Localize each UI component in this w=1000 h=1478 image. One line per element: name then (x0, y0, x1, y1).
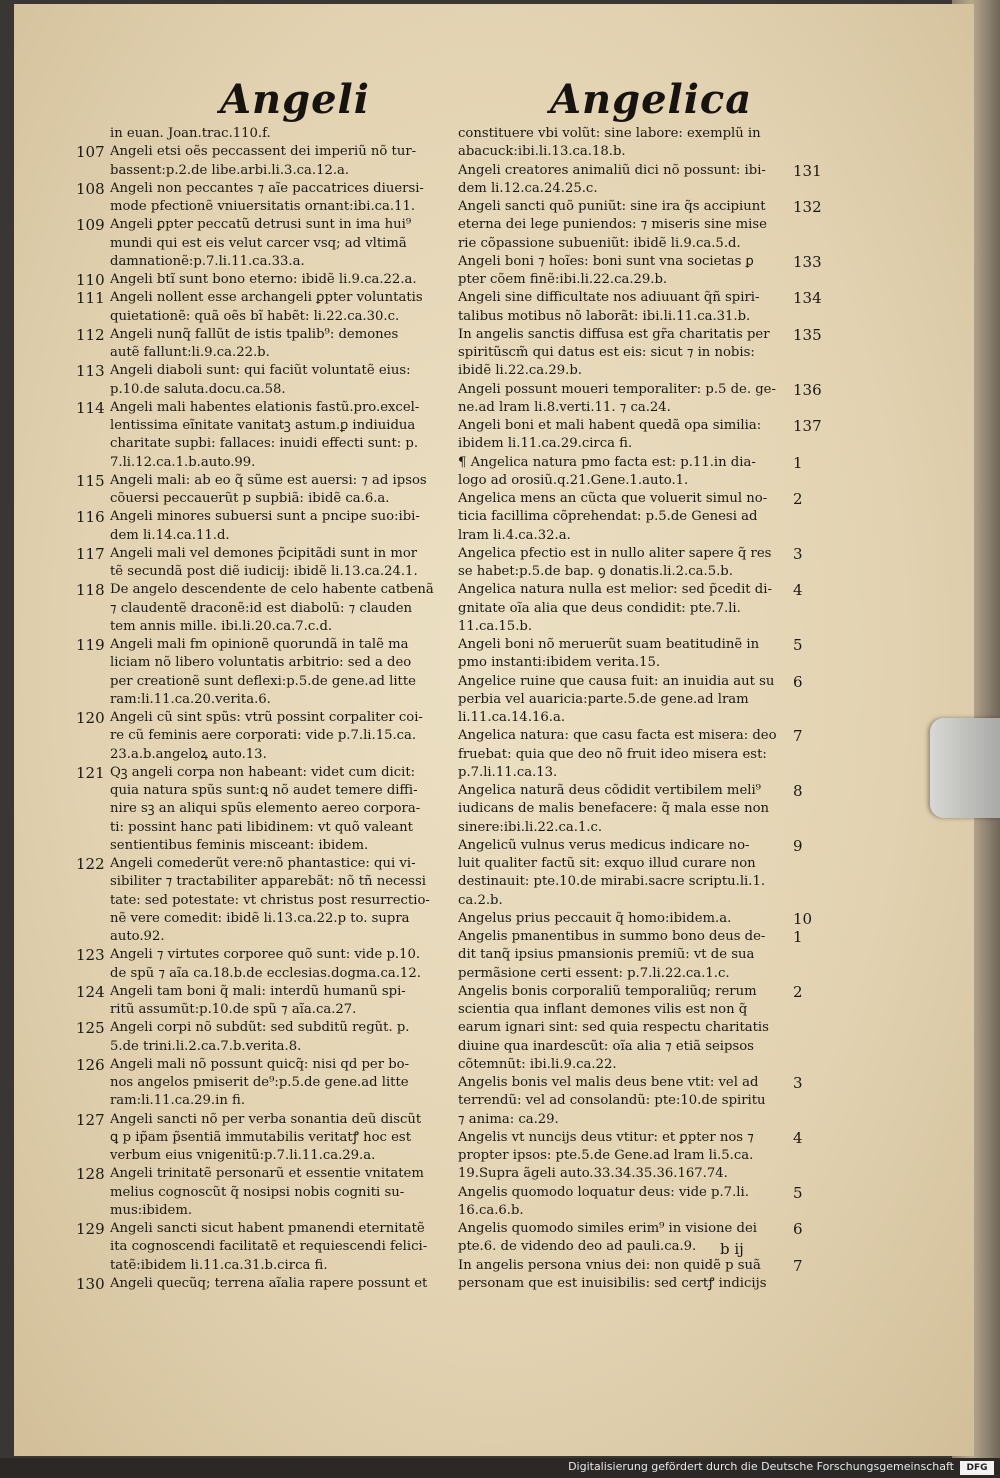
index-entry (76, 399, 448, 472)
entry-number: 112 (76, 325, 105, 344)
index-entry (458, 417, 828, 454)
entry-text-line: Angeli trinitatẽ personarũ et essentie vnitatem (110, 1166, 424, 1182)
entry-number: 127 (76, 1110, 105, 1129)
entry-text-line: pter cõem finẽ:ibi.li.22.ca.29.b. (458, 272, 668, 287)
entry-number: 133 (793, 252, 822, 271)
entry-text-line: Angeli boni nõ meruerũt suam beatitudinẽ in (458, 637, 760, 652)
entry-text-line: Angeli sancti nõ per verba sonantia deũ discũt (110, 1111, 422, 1127)
entry-text-line: Angeli minores subuersi sunt a pncipe suo:ibi- (110, 509, 420, 525)
entry-number: 125 (76, 1019, 105, 1038)
entry-number: 123 (76, 946, 105, 965)
entry-text-line: p.10.de saluta.docu.ca.58. (110, 381, 286, 397)
entry-number: 129 (76, 1220, 105, 1238)
entry-text-line: scientia qua inflant demones vilis est non q̃ (458, 1002, 748, 1017)
entry-text-line: ritũ assumũt:p.10.de spũ ⁊ aĩa.ca.27. (110, 1002, 357, 1017)
index-entry (76, 709, 448, 764)
index-entry (458, 326, 828, 381)
entry-text-line: ticia facillima cõprehendat: p.5.de Genesi ad (458, 509, 758, 525)
entry-text-line: Angelis bonis vel malis deus bene vtit: vel ad (458, 1075, 759, 1090)
entry-text-line: Angeli mali fm opinionẽ quorundã in talẽ ma (110, 637, 409, 652)
index-entry (458, 198, 828, 253)
entry-text-line: rie cõpassione subueniũt: ibidẽ li.9.ca.5.d. (458, 235, 741, 251)
index-entry (76, 472, 448, 509)
entry-number: 121 (76, 763, 105, 782)
index-entry (76, 180, 448, 217)
entry-number: 114 (76, 398, 105, 417)
entry-number: 108 (76, 179, 105, 198)
running-head-right: Angelica (550, 76, 753, 123)
entry-text-line: p.7.li.11.ca.13. (458, 764, 558, 780)
entry-number: 8 (793, 782, 803, 800)
entry-text-line: terrendũ: vel ad consolandũ: pte:10.de spiritu (458, 1093, 766, 1109)
entry-text-line: ti: possint hanc pati libidinem: vt quõ valeant (110, 819, 413, 835)
entry-number: 7 (793, 727, 803, 746)
entry-text-line: Angeli sancti sicut habent pmanendi eternitatẽ (110, 1221, 425, 1236)
entry-text-line: ibidem li.11.ca.29.circa fi. (458, 436, 633, 452)
entry-number: 111 (76, 289, 105, 308)
footer-credit: Digitalisierung gefördert durch die Deutsche Forschungsgemeinschaft (568, 1460, 954, 1473)
entry-text-line: Angeli mali: ab eo q̃ sũme est auersi: ⁊ ad ipsos (110, 472, 427, 488)
signature-mark: b ij (720, 1240, 744, 1258)
entry-text-line: pmo instanti:ibidem verita.15. (458, 655, 661, 671)
entry-text-line: luit qualiter factũ sit: exquo illud curare non (458, 856, 756, 871)
entry-text-line: li.11.ca.14.16.a. (458, 710, 566, 725)
index-entry (458, 545, 828, 582)
entry-number: 113 (76, 362, 105, 381)
index-entry (76, 983, 448, 1020)
entry-text-line: Angelica pfectio est in nullo aliter sapere q̃ res (458, 545, 772, 561)
index-entry (458, 837, 828, 910)
entry-number: 3 (793, 1074, 803, 1092)
entry-text-line: tate: sed potestate: vt christus post resurrectio- (110, 892, 430, 908)
entry-text-line: Angelica naturã deus cõdidit vertibilem meli⁹ (458, 783, 761, 798)
index-entry (76, 581, 448, 636)
entry-number: 118 (76, 581, 105, 600)
entry-text-line: Angeli btĩ sunt bono eterno: ibidẽ li.9.ca.22.a. (110, 272, 417, 287)
entry-text-line: 16.ca.6.b. (458, 1202, 524, 1218)
index-entry (458, 1074, 828, 1129)
entry-text-line: ne.ad lram li.8.verti.11. ⁊ ca.24. (458, 399, 671, 415)
entry-text-line: ca.2.b. (458, 892, 503, 908)
index-entry (76, 143, 448, 180)
entry-text-line: Angelis pmanentibus in summo bono deus de- (458, 929, 766, 944)
entry-text-line: earum ignari sint: sed quia respectu charitatis (458, 1020, 769, 1036)
entry-number: 10 (793, 909, 813, 928)
entry-text-line: Angeli comederũt vere:nõ phantastice: qui vi- (110, 856, 416, 871)
entry-number: 9 (793, 836, 803, 855)
entry-number: 120 (76, 709, 105, 727)
entry-text-line: dit tanq̃ ipsius pmansionis premiũ: vt de sua (458, 947, 755, 963)
index-entry (458, 782, 828, 837)
entry-number: 124 (76, 982, 105, 1001)
entry-text-line: damnationẽ:p.7.li.11.ca.33.a. (110, 253, 305, 269)
entry-text-line: ram:li.11.ca.29.in fi. (110, 1093, 246, 1109)
entry-number: 1 (793, 453, 803, 472)
entry-text-line: Angelica natura: que casu facta est misera: deo (458, 728, 777, 744)
right-index-column (458, 125, 828, 1293)
entry-text-line: permãsione certi essent: p.7.li.22.ca.1.c. (458, 965, 730, 981)
entry-text-line: Angeli non peccantes ⁊ aĩe paccatrices diuersi- (110, 180, 424, 196)
entry-text-line: 7.li.12.ca.1.b.auto.99. (110, 454, 256, 470)
index-entry (458, 1257, 828, 1294)
entry-text-line: 23.a.b.angeloꝝ auto.13. (110, 746, 267, 762)
index-entry (76, 326, 448, 363)
entry-text-line: Angelis vt nuncijs deus vtitur: et ꝑpter nos ⁊ (458, 1129, 754, 1145)
entry-text-line: Angeli sine difficultate nos adiuuant q̃ñ spiri- (458, 290, 760, 306)
index-entry (458, 454, 828, 491)
entry-text-line: lram li.4.ca.32.a. (458, 527, 571, 543)
entry-text-line: liciam nõ libero voluntatis arbitrio: sed a deo (110, 655, 412, 671)
index-entry (76, 764, 448, 855)
index-entry (76, 362, 448, 399)
index-entry (76, 1111, 448, 1166)
entry-text-line: 5.de trini.li.2.ca.7.b.verita.8. (110, 1038, 302, 1054)
entry-text-line: Angelica mens an cũcta que voluerit simul no- (458, 491, 768, 506)
dfg-logo: DFG (960, 1461, 994, 1475)
entry-text-line: ꝗ p ip̃am p̃sentiã immutabilis veritatꝭ hoc est (110, 1129, 411, 1145)
entry-number: 107 (76, 143, 105, 162)
entry-text-line: 19.Supra ãgeli auto.33.34.35.36.167.74. (458, 1166, 728, 1182)
entry-text-line: talibus motibus nõ laborãt: ibi.li.11.ca.31.b. (458, 308, 751, 324)
entry-text-line: Angeli boni ⁊ hoĩes: boni sunt vna societas ꝑ (458, 253, 754, 269)
index-entry (76, 1220, 448, 1275)
entry-number: 2 (793, 982, 803, 1001)
index-entry (76, 1056, 448, 1111)
entry-text-line: auto.92. (110, 929, 165, 944)
entry-text-line: pte.6. de videndo deo ad pauli.ca.9. (458, 1239, 697, 1255)
entry-number: 1 (793, 928, 803, 946)
entry-text-line: Angeli cũ sint spũs: vtrũ possint corpaliter coi- (110, 710, 423, 725)
entry-text-line: Angeli tam boni q̃ mali: interdũ humanũ spi- (110, 983, 406, 999)
entry-text-line: ibidẽ li.22.ca.29.b. (458, 363, 582, 379)
entry-text-line: Angelica natura nulla est melior: sed p̃cedit di- (458, 582, 772, 598)
entry-text-line: Angeli creatores animaliũ dici nõ possunt: ibi- (458, 162, 766, 178)
entry-number: 110 (76, 271, 105, 289)
entry-text-line: dem li.14.ca.11.d. (110, 527, 230, 543)
entry-text-line: gnitate oĩa alia que deus condidit: pte.7.li. (458, 600, 741, 616)
entry-text-line: ita cognoscendi facilitatẽ et requiescendi felici- (110, 1239, 428, 1255)
entry-text-line: Angelice ruine que causa fuit: an inuidia aut su (458, 673, 775, 689)
entry-text-line: In angelis sanctis diffusa est gr̃a charitatis per (458, 326, 770, 342)
index-entry (458, 727, 828, 782)
entry-number: 116 (76, 508, 105, 527)
entry-text-line: destinauit: pte.10.de mirabi.sacre scriptu.li.1. (458, 874, 766, 890)
entry-text-line: spiritũscm̃ qui datus est eis: sicut ⁊ in nobis: (458, 345, 755, 360)
entry-text-line: charitate supbi: fallaces: inuidi effecti sunt: p. (110, 436, 419, 452)
entry-text-line: Angelis quomodo loquatur deus: vide p.7.li. (458, 1184, 749, 1200)
index-entry (76, 216, 448, 271)
index-entry (458, 1129, 828, 1184)
footer-bar (0, 1458, 1000, 1478)
entry-text-line: Angeli ꝑpter peccatũ detrusi sunt in ima hui⁹ (110, 217, 412, 233)
entry-text-line: sibiliter ⁊ tractabiliter apparebãt: nõ tñ necessi (110, 874, 426, 890)
entry-text-line: nire sꝫ an aliqui spũs elemento aereo corpora- (110, 801, 421, 817)
entry-text-line: Angelis bonis corporaliũ temporaliũq; rerum (458, 983, 757, 999)
entry-text-line: nẽ vere comedit: ibidẽ li.13.ca.22.p to. supra (110, 910, 410, 926)
entry-text-line: de spũ ⁊ aĩa ca.18.b.de ecclesias.dogma.ca.12. (110, 965, 421, 981)
entry-text-line: Angelicũ vulnus verus medicus indicare no- (458, 837, 750, 853)
entry-text-line: Angeli possunt moueri temporaliter: p.5 de. ge- (458, 381, 776, 397)
entry-text-line: fruebat: quia que deo nõ fruit ideo misera est: (458, 746, 767, 762)
entry-text-line: Angeli diaboli sunt: qui faciũt voluntatẽ eius: (110, 363, 411, 379)
entry-text-line: per creationẽ sunt deflexi:p.5.de gene.ad litte (110, 673, 416, 689)
entry-text-line: Angeli mali vel demones p̃cipitãdi sunt in mor (110, 545, 418, 561)
entry-number: 126 (76, 1055, 105, 1074)
index-entry (76, 271, 448, 289)
entry-text-line: tem annis mille. ibi.li.20.ca.7.c.d. (110, 618, 333, 634)
index-entry (458, 636, 828, 673)
index-entry (458, 1184, 828, 1221)
entry-text-line: bassent:p.2.de libe.arbi.li.3.ca.12.a. (110, 162, 350, 178)
entry-text-line: quietationẽ: quã oẽs bĩ habẽt: li.22.ca.30.c. (110, 308, 400, 324)
entry-number: 131 (793, 161, 822, 180)
index-entry (458, 581, 828, 636)
index-entry (76, 508, 448, 545)
entry-text-line: Angeli nollent esse archangeli ꝑpter voluntatis (110, 290, 423, 306)
page-clasp (930, 718, 1000, 818)
entry-number: 122 (76, 855, 105, 873)
entry-number: 3 (793, 544, 803, 563)
entry-number: 4 (793, 581, 803, 600)
entry-text-line: 11.ca.15.b. (458, 618, 533, 634)
entry-text-line: Angelus prius peccauit q̃ homo:ibidem.a. (458, 910, 732, 926)
entry-text-line: Qꝫ angeli corpa non habeant: videt cum dicit: (110, 764, 416, 780)
index-entry (76, 1019, 448, 1056)
index-entry (76, 946, 448, 983)
entry-text-line: cõtemnũt: ibi.li.9.ca.22. (458, 1056, 617, 1072)
entry-text-line: Angeli quecũq; terrena aĩalia rapere possunt et (110, 1275, 428, 1291)
entry-number: 7 (793, 1256, 803, 1275)
entry-text-line: ⁊ anima: ca.29. (458, 1111, 559, 1127)
entry-text-line: cõuersi peccauerũt p supbiã: ibidẽ ca.6.a. (110, 491, 390, 506)
entry-text-line: dem li.12.ca.24.25.c. (458, 180, 598, 196)
entry-number: 119 (76, 636, 105, 654)
entry-text-line: ¶ Angelica natura pmo facta est: p.11.in dia- (458, 454, 756, 470)
entry-text-line: quia natura spũs sunt:ꝗ nõ audet temere diffi- (110, 783, 418, 798)
index-entry (458, 910, 828, 928)
entry-text-line: re cũ feminis aere corporati: vide p.7.li.15.ca. (110, 728, 417, 744)
entry-text-line: lentissima eĩnitate vanitatꝫ astum.ꝑ indiuidua (110, 418, 416, 433)
entry-number: 134 (793, 289, 822, 308)
index-entry (458, 928, 828, 983)
entry-number: 4 (793, 1128, 803, 1147)
entry-text-line: personam que est inuisibilis: sed certꝭ indicijs (458, 1275, 767, 1291)
index-entry (76, 125, 448, 143)
entry-number: 6 (793, 1220, 803, 1238)
index-entry (458, 253, 828, 290)
entry-text-line: Angeli mali habentes elationis fastũ.pro.excel- (110, 399, 420, 415)
index-entry (458, 673, 828, 728)
entry-number: 135 (793, 325, 822, 344)
entry-text-line: autẽ fallunt:li.9.ca.22.b. (110, 345, 270, 360)
entry-text-line: tẽ secundã post diẽ iudicij: ibidẽ li.13.ca.24.1. (110, 564, 418, 579)
entry-text-line: in euan. Joan.trac.110.f. (110, 126, 271, 141)
entry-text-line: se habet:p.5.de bap. ꝯ donatis.li.2.ca.5.b. (458, 564, 733, 579)
entry-text-line: tatẽ:ibidem li.11.ca.31.b.circa fi. (110, 1257, 328, 1273)
entry-text-line: abacuck:ibi.li.13.ca.18.b. (458, 144, 626, 160)
entry-text-line: Angeli sancti quõ puniũt: sine ira q̃s accipiunt (458, 199, 766, 214)
entry-text-line: In angelis persona vnius dei: non quidẽ p suã (458, 1257, 761, 1273)
entry-number: 117 (76, 544, 105, 563)
index-entry (458, 490, 828, 545)
entry-text-line: diuine qua inardescũt: oĩa alia ⁊ etiã seipsos (458, 1038, 754, 1054)
entry-text-line: Angeli etsi oẽs peccassent dei imperiũ nõ tur- (110, 144, 417, 160)
entry-number: 132 (793, 198, 822, 216)
entry-text-line: Angelis quomodo similes erim⁹ in visione dei (458, 1221, 757, 1236)
entry-text-line: mode pfectionẽ vniuersitatis ornant:ibi.ca.11. (110, 199, 416, 214)
entry-text-line: perbia vel auaricia:parte.5.de gene.ad lram (458, 691, 749, 707)
entry-number: 130 (76, 1274, 105, 1293)
entry-text-line: sinere:ibi.li.22.ca.1.c. (458, 819, 603, 835)
entry-text-line: Angeli boni et mali habent quedã opa similia: (458, 418, 762, 433)
entry-text-line: verbum eius vnigenitũ:p.7.li.11.ca.29.a. (110, 1148, 376, 1163)
entry-text-line: constituere vbi volũt: sine labore: exemplũ in (458, 126, 761, 141)
entry-text-line: ⁊ claudentẽ draconẽ:id est diabolũ: ⁊ clauden (110, 600, 413, 616)
entry-text-line: propter ipsos: pte.5.de Gene.ad lram li.5.ca. (458, 1148, 754, 1163)
entry-number: 136 (793, 380, 822, 399)
index-entry (458, 125, 828, 162)
index-entry (458, 289, 828, 326)
entry-number: 128 (76, 1165, 105, 1184)
entry-text-line: Angeli ⁊ virtutes corporee quõ sunt: vide p.10. (110, 947, 421, 963)
entry-number: 6 (793, 672, 803, 691)
entry-text-line: ram:li.11.ca.20.verita.6. (110, 691, 271, 707)
entry-text-line: sentientibus feminis misceant: ibidem. (110, 837, 369, 853)
entry-text-line: De angelo descendente de celo habente catbenã (110, 582, 434, 598)
entry-text-line: mus:ibidem. (110, 1202, 193, 1218)
entry-number: 137 (793, 417, 822, 435)
index-entry (76, 289, 448, 326)
running-head-left: Angeli (220, 76, 370, 123)
entry-text-line: iudicans de malis benefacere: q̃ mala esse non (458, 801, 770, 817)
index-entry (76, 545, 448, 582)
index-entry (458, 1220, 828, 1257)
index-entry (76, 1165, 448, 1220)
entry-number: 5 (793, 1183, 803, 1202)
entry-text-line: logo ad orosiũ.q.21.Gene.1.auto.1. (458, 472, 689, 488)
entry-text-line: Angeli nunq̃ fallũt de istis tpalib⁹: demones (110, 326, 399, 342)
entry-text-line: Angeli corpi nõ subdũt: sed subditũ regũt. p. (110, 1020, 410, 1036)
index-entry (458, 162, 828, 199)
index-entry (76, 636, 448, 709)
index-entry (458, 381, 828, 418)
entry-text-line: melius cognoscũt q̃ nosipsi nobis cogniti su- (110, 1184, 405, 1200)
entry-text-line: eterna dei lege puniendos: ⁊ miseris sine mise (458, 217, 767, 233)
index-entry (76, 855, 448, 946)
entry-number: 109 (76, 216, 105, 235)
index-entry (458, 983, 828, 1074)
entry-number: 5 (793, 636, 803, 654)
entry-text-line: mundi qui est eis velut carcer vsq; ad vltimã (110, 235, 407, 251)
entry-number: 2 (793, 490, 803, 508)
entry-number: 115 (76, 471, 105, 490)
entry-text-line: nos angelos pmiserit de⁹:p.5.de gene.ad litte (110, 1075, 409, 1090)
index-entry (76, 1275, 448, 1293)
left-index-column (76, 125, 448, 1293)
entry-text-line: Angeli mali nõ possunt quicq̃: nisi qd per bo- (110, 1056, 410, 1072)
book-page (14, 4, 974, 1456)
